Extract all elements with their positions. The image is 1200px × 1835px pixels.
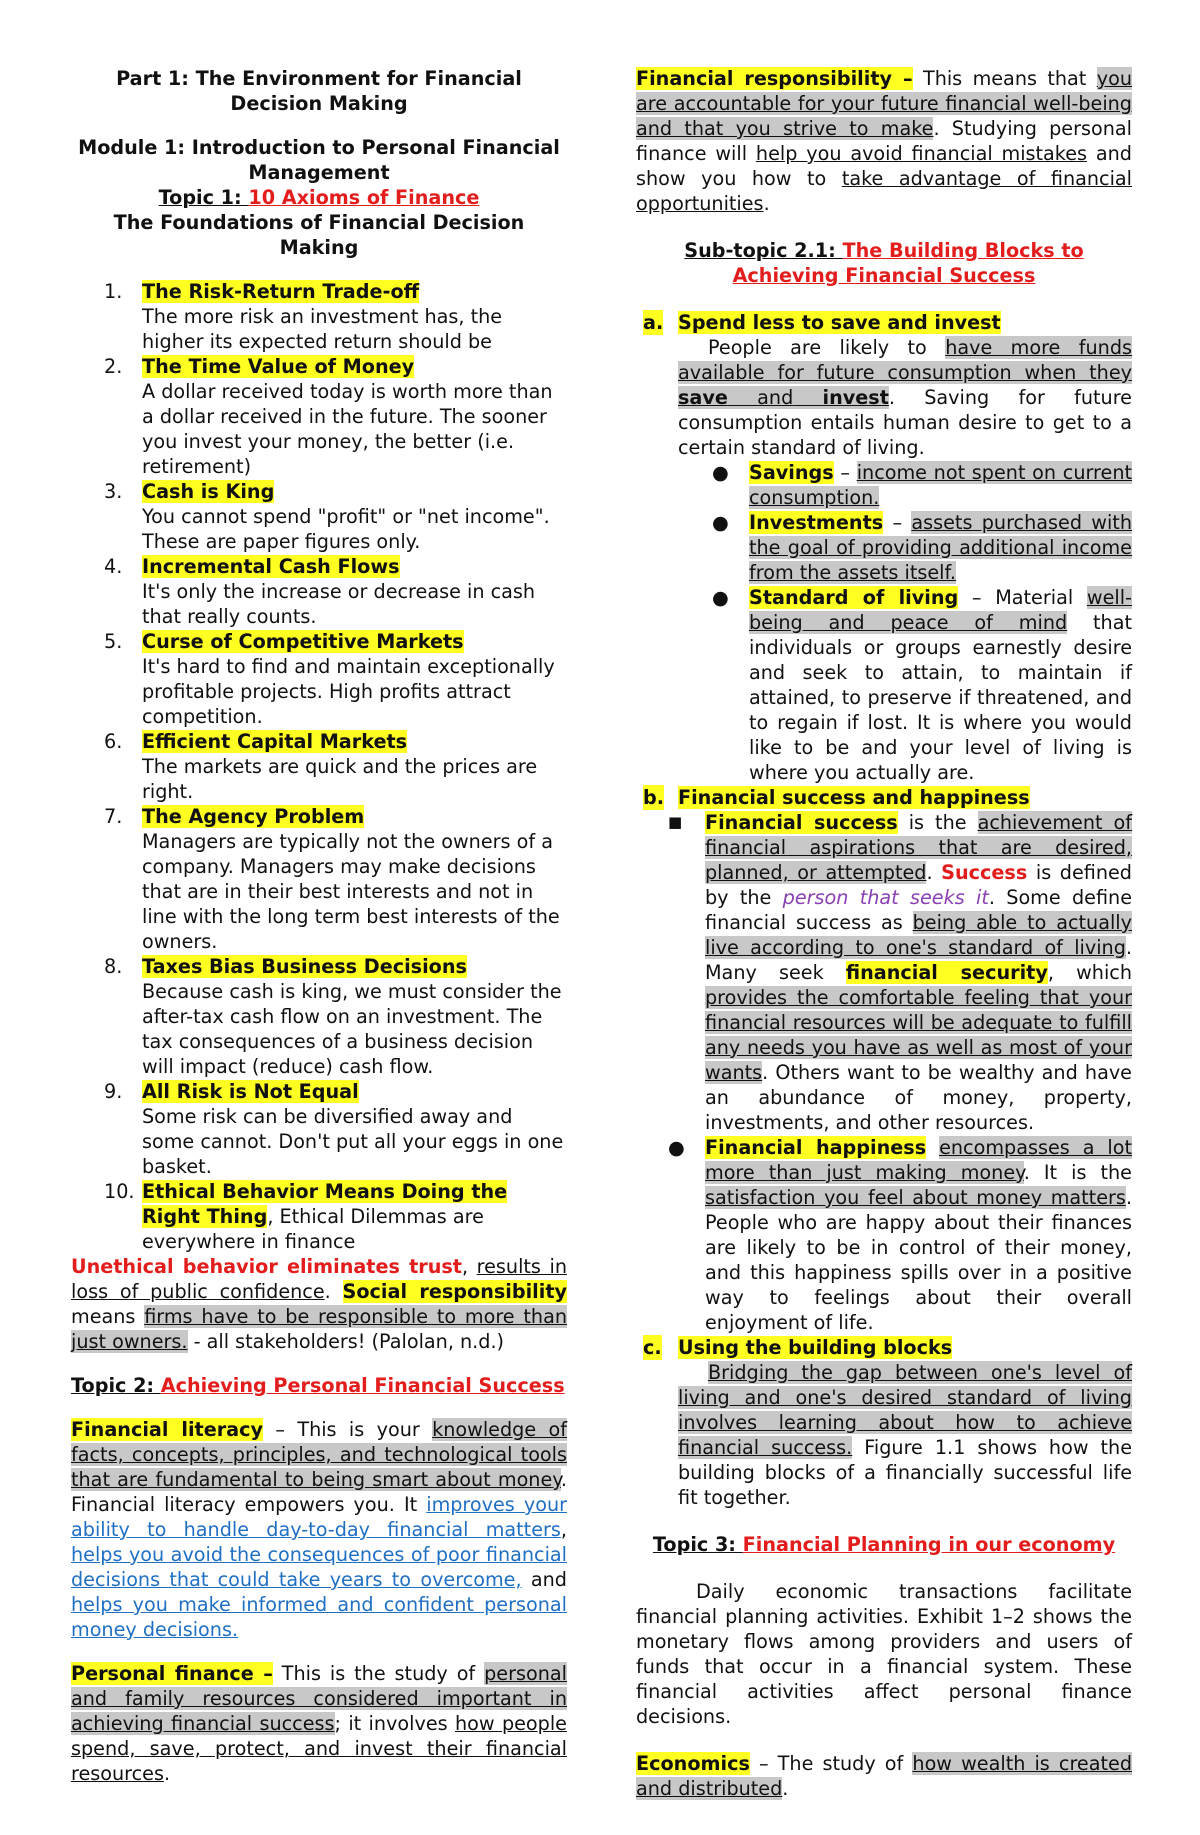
axiom-number: 9. (104, 1080, 123, 1103)
financial-responsibility-term: Financial responsibility – (636, 67, 913, 90)
sol-def: well-being and peace of mind (749, 586, 1132, 634)
bullet-financial-success (636, 810, 1132, 1135)
topic2-prefix: Topic 2: (71, 1374, 161, 1397)
item-c-heading (636, 1335, 1132, 1360)
fs-being: being able to actually live according to one's standard of living (705, 911, 1132, 959)
topic3-prefix: Topic 3: (652, 1533, 743, 1556)
topic1-link[interactable]: 10 Axioms of Finance (248, 186, 480, 209)
pf-end: . (164, 1762, 171, 1785)
sol-sep: – Material (971, 586, 1074, 609)
fl-p1: . Financial literacy empowers you. It (71, 1468, 567, 1516)
item-a-paragraph (636, 335, 1132, 460)
unethical-period: . (324, 1280, 331, 1303)
axiom-title: The Time Value of Money (142, 355, 415, 378)
item-b-letter: b. (643, 786, 665, 809)
fh-term: Financial happiness (705, 1136, 927, 1159)
econ-sep: – The study of (758, 1752, 904, 1775)
fl-improves-link[interactable]: improves your ability to handle day-to-day financial matters (71, 1493, 568, 1541)
fl-helps-avoid-link[interactable]: helps you avoid the consequences of poor financial decisions that could take years to overcome, (71, 1543, 567, 1591)
fr-help: help you avoid financial mistakes (755, 142, 1088, 165)
fs-term: Financial success (705, 811, 898, 834)
a-p1: People are likely to (708, 336, 927, 359)
fh-rest: . People who are happy about their finances are likely to be in control of their money, and this happiness spills over in a positive way to feelings about their overall enjoyment of life. (705, 1186, 1132, 1334)
axiom-text: The markets are quick and the prices are right. (142, 755, 538, 803)
axiom-item (71, 1179, 567, 1254)
investments-def: assets purchased with the goal of providing additional income from the assets itself. (749, 511, 1132, 584)
axiom-title: Ethical Behavior Means Doing the Right Thing (142, 1180, 508, 1228)
fr-def: you are accountable for your future financial well-being and that you strive to make (636, 67, 1132, 140)
axiom-text: , Ethical Dilemmas are everywhere in finance (142, 1205, 484, 1253)
pf-def: personal and family resources considered important in achieving financial success (71, 1662, 567, 1735)
axioms-list (71, 279, 567, 1254)
financial-responsibility-paragraph (636, 66, 1132, 216)
fs-provides: provides the comfortable feeling that your financial resources will be adequate to fulfill any needs you have as well as most of your wants (705, 986, 1132, 1084)
axiom-item (71, 629, 567, 729)
a-p2: . Saving for future consumption entails human desire to get to a certain standard of living. (678, 386, 1132, 459)
personal-finance-term: Personal finance – (71, 1662, 273, 1685)
axiom-number: 5. (104, 630, 123, 653)
fr-mid: . Studying personal finance will (636, 117, 1132, 165)
bullet-savings (636, 460, 1132, 510)
fh-it: . It is the (1023, 1161, 1132, 1184)
axiom-title: Taxes Bias Business Decisions (142, 955, 467, 978)
bullet-standard-of-living (636, 585, 1132, 785)
topic1-heading (71, 185, 567, 210)
financial-security-term: financial security (845, 961, 1048, 984)
left-column (71, 66, 567, 1786)
axiom-text: It's hard to find and maintain exceptionally profitable projects. High profits attract competition. (142, 655, 555, 728)
fs-which: , which (1047, 961, 1133, 984)
bullet-investments (636, 510, 1132, 585)
axiom-item (71, 554, 567, 629)
fs-is: is the (908, 811, 967, 834)
axiom-text: You cannot spend "profit" or "net income". These are paper figures only. (142, 505, 550, 553)
topic2-link[interactable]: Achieving Personal Financial Success (160, 1374, 565, 1397)
fs-some: . Some define financial success as (705, 886, 1133, 934)
a-invest: invest (822, 386, 889, 409)
axiom-item (71, 804, 567, 954)
axiom-title: Curse of Competitive Markets (142, 630, 464, 653)
topic3-heading (636, 1532, 1132, 1557)
axiom-title: Cash is King (142, 480, 275, 503)
axiom-number: 10. (104, 1180, 135, 1203)
item-a-heading (636, 310, 1132, 335)
axiom-number: 7. (104, 805, 123, 828)
module-title: Module 1: Introduction to Personal Financial Management (78, 136, 560, 184)
sol-text: that individuals or groups earnestly desire and seek to attain, to maintain if attained, to preserve if threatened, and to regain if lost. It is where you would like to be and your level of living is where you actually are. (749, 611, 1132, 784)
econ-def: how wealth is created and distributed (636, 1752, 1132, 1800)
a-and: and (757, 386, 794, 409)
fl-def: knowledge of facts, concepts, principles, and technological tools that are fundamental to being smart about money (71, 1418, 568, 1491)
topic2-heading (71, 1373, 567, 1398)
foundations-title: The Foundations of Financial Decision Making (113, 211, 525, 259)
investments-sep: – (892, 511, 903, 534)
fl-and: and (530, 1568, 567, 1591)
unethical-tail: - all stakeholders! (Palolan, n.d.) (193, 1330, 505, 1353)
axiom-title: All Risk is Not Equal (142, 1080, 359, 1103)
axiom-title: The Agency Problem (142, 805, 365, 828)
axiom-text: Some risk can be diversified away and some cannot. Don't put all your eggs in one basket. (142, 1105, 564, 1178)
a-g1: have more funds available for future consumption when they (678, 336, 1132, 384)
fs-person: person that seeks it (782, 886, 989, 909)
axiom-text: It's only the increase or decrease in cash that really counts. (142, 580, 536, 628)
fh-sat: satisfaction you feel about money matters (705, 1186, 1126, 1209)
unethical-red: Unethical behavior eliminates trust (71, 1255, 462, 1278)
fs-many: . Many seek (705, 936, 1132, 984)
success-word: Success (941, 861, 1028, 884)
fr-mid2: and show you how to (636, 142, 1132, 190)
item-a-title: Spend less to save and invest (678, 311, 1001, 334)
economics-paragraph (636, 1751, 1132, 1801)
axiom-title: The Risk-Return Trade-off (142, 280, 420, 303)
axiom-text: Managers are typically not the owners of a company. Managers may make decisions that are in their best interests and not in line with the long term best interests of the owners. (142, 830, 560, 953)
savings-def: income not spent on current consumption. (749, 461, 1132, 509)
fr-end: . (763, 192, 770, 215)
axiom-item (71, 1079, 567, 1179)
axiom-number: 2. (104, 355, 123, 378)
axiom-title: Efficient Capital Markets (142, 730, 408, 753)
subtopic-heading (636, 238, 1132, 288)
pf-mid: ; it involves (334, 1712, 448, 1735)
axiom-item (71, 729, 567, 804)
firms-responsible: firms have to be responsible to more than just owners. (71, 1305, 567, 1353)
subtopic-prefix: Sub-topic 2.1: (684, 239, 843, 262)
c-g: Bridging the gap between one's level of living and one's desired standard of living involves learning about how to achieve financial success. (678, 1361, 1132, 1459)
item-b-heading (636, 785, 1132, 810)
fr-take: take advantage of financial opportunities (636, 167, 1133, 215)
financial-literacy-paragraph (71, 1417, 567, 1642)
bullet-icon: ● (712, 511, 729, 534)
item-a-letter: a. (643, 311, 664, 334)
fh-def: encompasses a lot more than just making money (705, 1136, 1132, 1184)
investments-term: Investments (749, 511, 884, 534)
axiom-number: 6. (104, 730, 123, 753)
axiom-number: 3. (104, 480, 123, 503)
fs-p: . (926, 861, 933, 884)
topic1-prefix: Topic 1: (158, 186, 249, 209)
fl-helps-informed-link[interactable]: helps you make informed and confident personal money decisions. (71, 1593, 567, 1641)
part-title: Part 1: The Environment for Financial Decision Making (116, 67, 522, 115)
fl-dash: – This is your (275, 1418, 420, 1441)
axiom-number: 8. (104, 955, 123, 978)
savings-term: Savings (749, 461, 834, 484)
fl-c1: , (560, 1518, 567, 1541)
axiom-item (71, 354, 567, 479)
fs-defined: is defined by the (705, 861, 1132, 909)
right-column (636, 66, 1132, 1801)
unethical-comma: , (461, 1255, 469, 1278)
savings-sep: – (840, 461, 850, 484)
fs-others: . Others want to be wealthy and have an abundance of money, property, investments, and other resources. (705, 1061, 1132, 1134)
axiom-number: 1. (104, 280, 123, 303)
bullet-icon: ● (668, 1136, 685, 1159)
axiom-title: Incremental Cash Flows (142, 555, 400, 578)
axiom-item (71, 479, 567, 554)
pf-intro: This is the study of (281, 1662, 476, 1685)
axiom-text: A dollar received today is worth more than a dollar received in the future. The sooner you invest your money, the better (i.e. retirement) (142, 380, 553, 478)
item-c-title: Using the building blocks (678, 1336, 953, 1359)
daily-paragraph: Daily economic transactions facilitate financial planning activities. Exhibit 1–2 shows the monetary flows among providers and users of funds that occur in a financial system. These financial activities affect personal finance decisions. (636, 1580, 1132, 1728)
econ-end: . (782, 1777, 789, 1800)
subtopic-link[interactable]: The Building Blocks to Achieving Financial Success (732, 239, 1084, 287)
axiom-text: The more risk an investment has, the higher its expected return should be (142, 305, 503, 353)
axiom-item (71, 954, 567, 1079)
item-b-title: Financial success and happiness (678, 786, 1030, 809)
bullet-icon: ● (712, 586, 729, 609)
a-save: save (678, 386, 728, 409)
fs-def: achievement of financial aspirations that are desired, planned, or attempted (705, 811, 1133, 884)
axiom-number: 4. (104, 555, 123, 578)
topic3-link[interactable]: Financial Planning in our economy (742, 1533, 1116, 1556)
economics-term: Economics (636, 1752, 750, 1775)
pf-how: how people spend, save, protect, and invest their financial resources (71, 1712, 567, 1785)
axiom-item (71, 279, 567, 354)
bullet-financial-happiness (636, 1135, 1132, 1335)
unethical-results: results in loss of public confidence (71, 1255, 567, 1303)
sol-term: Standard of living (749, 586, 959, 609)
bullet-icon: ● (712, 461, 729, 484)
fr-intro: This means that (922, 67, 1087, 90)
unethical-means: means (71, 1305, 136, 1328)
item-c-paragraph (636, 1360, 1132, 1510)
unethical-paragraph (71, 1254, 567, 1354)
square-bullet-icon: ■ (668, 813, 683, 831)
axiom-text: Because cash is king, we must consider the after-tax cash flow on an investment. The tax consequences of a business decision will impact (reduce) cash flow. (142, 980, 562, 1078)
financial-literacy-term: Financial literacy (71, 1418, 264, 1441)
social-responsibility-term: Social responsibility (342, 1280, 567, 1303)
item-c-letter: c. (643, 1336, 662, 1359)
c-rest: Figure 1.1 shows how the building blocks of a financially successful life fit together. (678, 1436, 1132, 1509)
personal-finance-paragraph (71, 1661, 567, 1786)
